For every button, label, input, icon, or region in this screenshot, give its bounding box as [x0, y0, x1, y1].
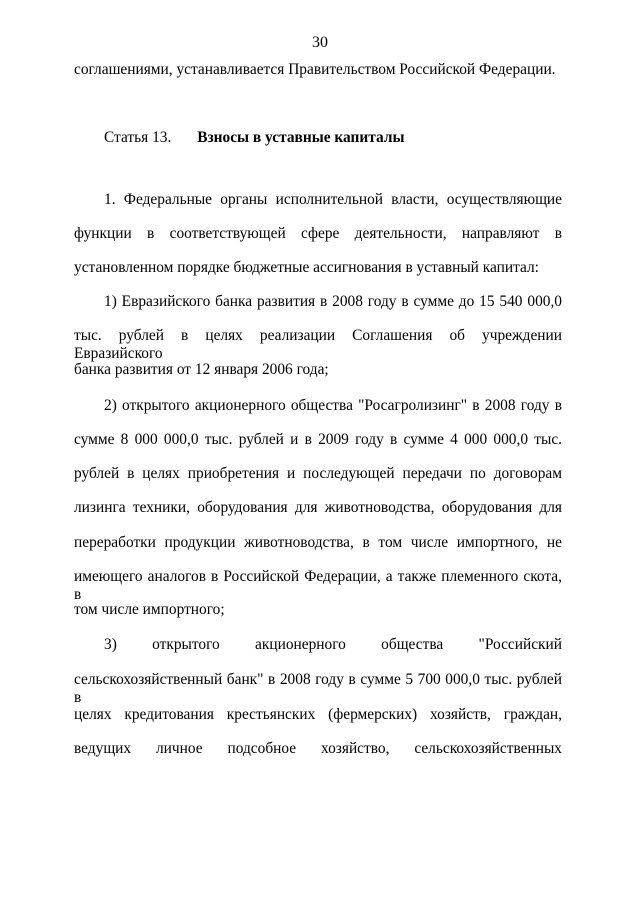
article-number: Статья 13.: [104, 129, 172, 146]
text-line: целях кредитования крестьянских (фермерских) хозяйств, граждан,: [74, 706, 562, 723]
text-line: тыс. рублей в целях реализации Соглашения об учреждении Евразийского: [74, 327, 562, 362]
text-line: 3) открытого акционерного общества "Российский: [104, 636, 562, 653]
article-heading: [104, 129, 405, 147]
page-number: 30: [312, 34, 328, 51]
text-line: функции в соответствующей сфере деятельности, направляют в: [74, 225, 562, 242]
text-line: сумме 8 000 000,0 тыс. рублей и в 2009 году в сумме 4 000 000,0 тыс.: [74, 431, 562, 448]
text-line: банка развития от 12 января 2006 года;: [74, 361, 329, 378]
text-line: сельскохозяйственный банк" в 2008 году в сумме 5 700 000,0 тыс. рублей в: [74, 671, 562, 706]
text-line: имеющего аналогов в Российской Федерации, а также племенного скота, в: [74, 568, 562, 603]
text-line: лизинга техники, оборудования для животноводства, оборудования для: [74, 499, 562, 516]
text-line: соглашениями, устанавливается Правительством Российской Федерации.: [74, 61, 556, 78]
text-line: 1) Евразийского банка развития в 2008 году в сумме до 15 540 000,0: [104, 293, 562, 310]
text-line: переработки продукции животноводства, в том числе импортного, не: [74, 534, 562, 551]
text-line: ведущих личное подсобное хозяйство, сельскохозяйственных: [74, 740, 562, 757]
article-title: Взносы в уставные капиталы: [197, 129, 405, 146]
text-line: рублей в целях приобретения и последующей передачи по договорам: [74, 465, 562, 482]
text-line: установленном порядке бюджетные ассигнования в уставный капитал:: [74, 259, 539, 276]
text-line: 2) открытого акционерного общества "Росагролизинг" в 2008 году в: [104, 397, 562, 414]
text-line: 1. Федеральные органы исполнительной власти, осуществляющие: [104, 191, 562, 208]
text-line: том числе импортного;: [74, 601, 225, 618]
